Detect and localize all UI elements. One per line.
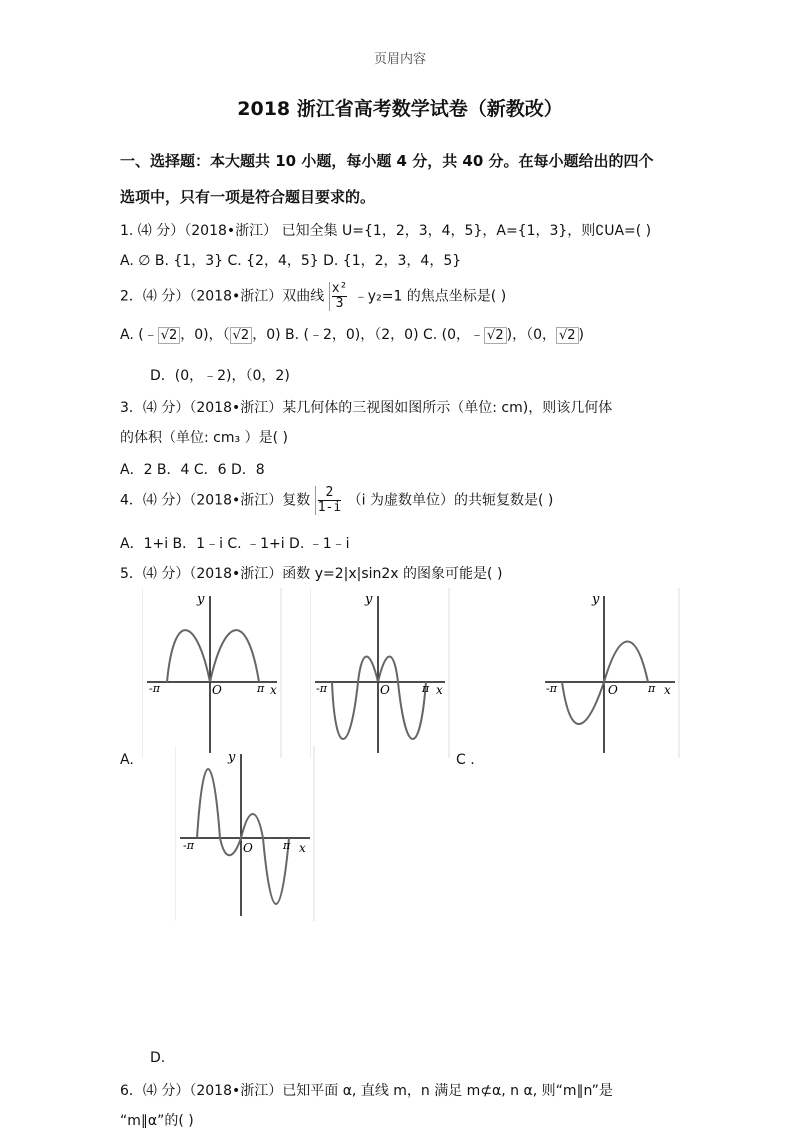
- section-intro-line1: 一、选择题：本大题共 10 小题，每小题 4 分，共 40 分。在每小题给出的四个: [120, 152, 654, 170]
- graph-b-y-label: y: [365, 592, 373, 607]
- page-title: 2018 浙江省高考数学试卷（新教改）: [237, 98, 563, 120]
- graph-a-neg-pi: -π: [149, 682, 160, 695]
- page-header: 页眉内容: [373, 52, 426, 67]
- q4-options: A．1+i B．1﹣i C. ﹣1+i D. ﹣1﹣i: [120, 536, 350, 552]
- q3-line1: 3．⑷ 分）（2018•浙江）某几何体的三视图如图所示（单位: cm)，则该几何体: [120, 400, 613, 416]
- graph-a-x-label: x: [270, 683, 277, 697]
- graph-a: [142, 588, 282, 758]
- q3-options: A．2 B．4 C．6 D．8: [120, 462, 265, 478]
- graph-c-neg-pi: -π: [546, 682, 557, 695]
- graph-b-neg-pi: -π: [316, 682, 327, 695]
- graph-a-y-label: y: [197, 592, 205, 607]
- q2-opt-a2: ，0)，（: [180, 327, 230, 343]
- graph-c-pi: π: [648, 682, 656, 695]
- graph-c: [540, 588, 680, 758]
- sqrt2-a2: √2: [230, 327, 253, 344]
- q2-opt-c3: ): [578, 327, 585, 343]
- q4-stem-suffix: （i 为虚数单位）的共轭复数是( ): [347, 492, 554, 509]
- graph-d-x-label: x: [299, 841, 306, 855]
- graph-d-origin: O: [243, 841, 253, 855]
- sqrt2-c1: √2: [484, 327, 507, 344]
- graph-c-x-label: x: [664, 683, 671, 697]
- graph-b-pi: π: [422, 682, 430, 695]
- section-intro-line2: 选项中，只有一项是符合题目要求的。: [120, 188, 376, 206]
- graph-d-neg-pi: -π: [183, 839, 194, 852]
- q1-stem: 1. ⑷ 分）（2018•浙江） 已知全集 U={1，2，3，4，5}，A={1，3}，则∁UA=( ): [120, 223, 652, 239]
- q2-option-d: D．(0，﹣2)，（0，2): [150, 368, 290, 384]
- graph-d-y-label: y: [228, 750, 236, 765]
- q1-options: A. ∅ B. {1，3} C. {2，4，5} D. {1，2，3，4，5}: [120, 253, 462, 269]
- q4-fraction: [315, 486, 343, 515]
- q4-frac-num: 2: [318, 486, 341, 501]
- q2-fraction: [329, 282, 350, 311]
- graph-b-origin: O: [380, 683, 390, 697]
- q3-line2: 的体积（单位: cm₃ ）是( ): [120, 430, 288, 446]
- q2-frac-num: x²: [331, 281, 348, 296]
- graph-b-x-label: x: [436, 683, 443, 697]
- graph-c-y-label: y: [592, 592, 600, 607]
- q2-opt-a: A. (﹣: [120, 327, 158, 343]
- graph-b: [310, 588, 450, 758]
- graph-a-pi: π: [257, 682, 265, 695]
- q2-stem-prefix: 2．⑷ 分）（2018•浙江）双曲线: [120, 288, 325, 305]
- q5-label-c: C .: [456, 752, 475, 768]
- sqrt2-c2: √2: [556, 327, 579, 344]
- q6-line1: 6．⑷ 分）（2018•浙江）已知平面 α, 直线 m，n 满足 m⊄α, n α, 则“m∥n”是: [120, 1083, 613, 1099]
- q6-line2: “m∥α”的( ): [120, 1113, 194, 1129]
- q2-opt-c2: )，（0，: [506, 327, 556, 343]
- q2-stem: [120, 282, 506, 311]
- q2-options-abc: [120, 324, 584, 344]
- graph-d-pi: π: [283, 839, 291, 852]
- graph-d: [175, 746, 315, 921]
- graph-a-origin: O: [212, 683, 222, 697]
- q5-label-a: A.: [120, 752, 134, 768]
- q2-opt-bc: ，0) B. (﹣2，0)，（2，0) C. (0，﹣: [252, 327, 485, 343]
- q4-frac-den: 1-i: [317, 500, 342, 515]
- q2-frac-den: 3: [335, 296, 344, 311]
- q5-label-d: D.: [150, 1050, 166, 1066]
- q5-stem: 5．⑷ 分）（2018•浙江）函数 y=2|x|sin2x 的图象可能是( ): [120, 566, 503, 582]
- q4-stem-prefix: 4．⑷ 分）（2018•浙江）复数: [120, 492, 311, 509]
- graph-c-origin: O: [608, 683, 618, 697]
- sqrt2-a1: √2: [158, 327, 181, 344]
- q2-stem-suffix: ﹣y₂=1 的焦点坐标是( ): [353, 288, 507, 305]
- q4-stem: [120, 486, 553, 515]
